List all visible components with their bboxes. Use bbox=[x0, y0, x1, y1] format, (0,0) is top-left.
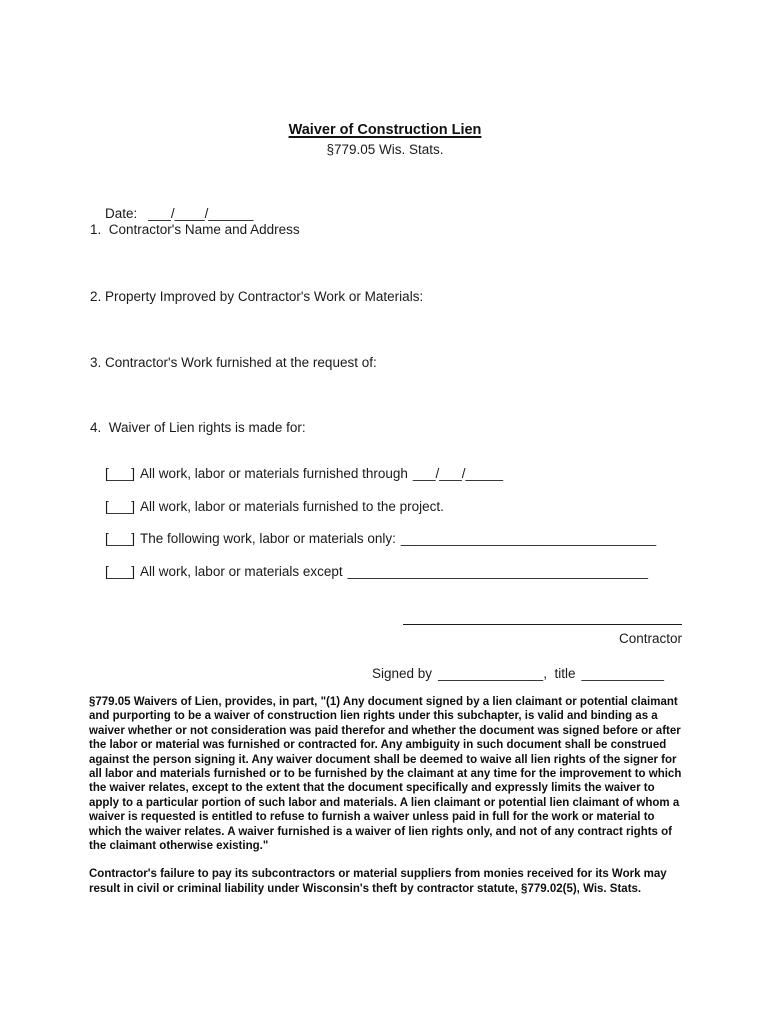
option-label: All work, labor or materials furnished through bbox=[140, 466, 408, 482]
option-date-blank[interactable]: ___/___/_____ bbox=[412, 466, 504, 482]
form-item-waiver-made-for: 4. Waiver of Lien rights is made for: bbox=[90, 420, 306, 435]
signed-by-name-blank[interactable]: ______________ bbox=[438, 666, 544, 682]
contractor-signature-line[interactable] bbox=[403, 624, 682, 625]
date-blank[interactable]: ___/____/______ bbox=[148, 206, 254, 222]
title-label: , title bbox=[543, 666, 576, 682]
document-subtitle: §779.05 Wis. Stats. bbox=[326, 142, 444, 157]
option-fill-blank[interactable]: __________________________________ bbox=[400, 531, 657, 547]
date-label: Date: bbox=[105, 206, 138, 222]
option-label: All work, labor or materials except bbox=[140, 564, 343, 580]
checkbox-blank[interactable]: [___] bbox=[105, 531, 136, 547]
statute-text: §779.05 Waivers of Lien, provides, in part, "(1) Any document signed by a lien claimant or potential claimant and purporting to be a waiver of construction lien rights under this subchapter, is valid and binding as a waiver whether or not consideration was paid therefor and whether the document was signed before or after the labor or material was furnished or contracted for. Any ambiguity in such document shall be construed against the person signing it. Any waiver document shall be deemed to waive all lien rights of the signer for all labor and materials furnished or to be furnished by the claimant at any time for the improvement to which the waiver relates, except to the extent that the document specifically and expressly limits the waiver to apply to a particular portion of such labor and materials. A lien claimant or potential lien claimant of whom a waiver is requested is entitled to refuse to furnish a waiver unless paid in full for the work or material to which the waiver relates. A waiver furnished is a waiver of lien rights only, and not of any contract rights of the claimant otherwise existing." bbox=[89, 696, 682, 853]
waiver-option-row bbox=[90, 548, 648, 597]
title-blank[interactable]: ___________ bbox=[581, 666, 665, 682]
checkbox-blank[interactable]: [___] bbox=[105, 466, 136, 482]
form-item-property-improved: 2. Property Improved by Contractor's Work or Materials: bbox=[90, 289, 424, 304]
signed-by-label: Signed by bbox=[372, 666, 433, 682]
signed-by-row bbox=[357, 650, 664, 699]
option-label: All work, labor or materials furnished to the project. bbox=[140, 499, 444, 515]
option-label: The following work, labor or materials only: bbox=[140, 531, 396, 547]
checkbox-blank[interactable]: [___] bbox=[105, 564, 136, 580]
signee-label: Contractor bbox=[618, 631, 682, 646]
legal-text-block bbox=[89, 695, 683, 896]
liability-notice: Contractor's failure to pay its subcontractors or material suppliers from monies received for its Work may result in civil or criminal liability under Wisconsin's theft by contractor statute, §779.02(5), Wis. Stats. bbox=[89, 868, 667, 895]
option-fill-blank[interactable]: ________________________________________ bbox=[347, 564, 648, 580]
form-item-contractor-name: 1. Contractor's Name and Address bbox=[90, 222, 300, 237]
checkbox-blank[interactable]: [___] bbox=[105, 499, 136, 515]
form-item-work-furnished: 3. Contractor's Work furnished at the request of: bbox=[90, 355, 377, 370]
document-title: Waiver of Construction Lien bbox=[288, 122, 482, 138]
